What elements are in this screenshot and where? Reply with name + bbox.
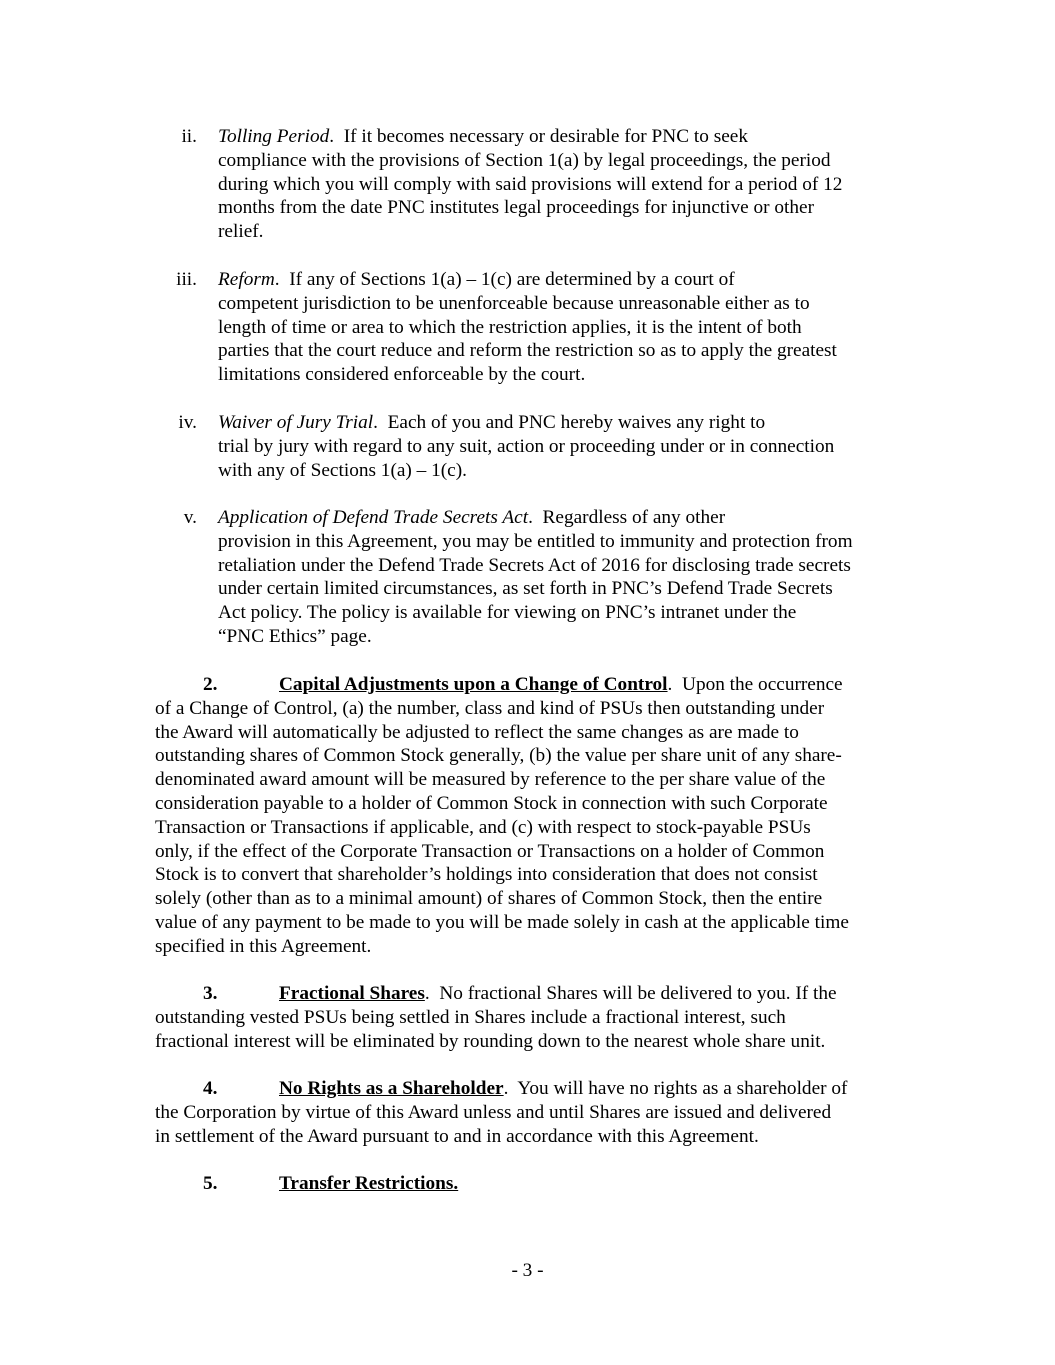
body-line: If it becomes necessary or desirable for PNC to seek [343, 126, 748, 147]
body-line: with any of Sections 1(a) – 1(c). [218, 459, 467, 481]
body-line: “PNC Ethics” page. [218, 625, 372, 647]
section-number: 5. [203, 1173, 218, 1194]
body-line: provision in this Agreement, you may be entitled to immunity and protection from [218, 530, 853, 552]
body-line: outstanding shares of Common Stock generally, (b) the value per share unit of any share- [155, 745, 842, 767]
body-line: Transaction or Transactions if applicable, and (c) with respect to stock-payable PSUs [155, 816, 811, 838]
subsection-title: Tolling Period [218, 126, 330, 147]
subsection-waiver-of-jury-trial: iv. Waiver of Jury Trial. Each of you and PNC hereby waives any right to trial by jury with regard to any suit, action or proceeding under or in connection with any of Sections 1(a) – 1(c). [218, 411, 918, 482]
section-heading: Fractional Shares [279, 983, 425, 1004]
section-number: 4. [203, 1078, 218, 1099]
body-line: length of time or area to which the restriction applies, it is the intent of both [218, 316, 802, 338]
subsection-defend-trade-secrets-act: v. Application of Defend Trade Secrets Act. Regardless of any other provision in this Agreement, you may be entitled to immunity and protection from retaliation under the Defend Trade Secrets Act of 2016 for disclosing trade secrets under certain limited circumstances, as set forth in PNC’s Defend Trade Secrets Act policy. The policy is available for viewing on PNC’s intranet under the “PNC Ethics” page. [218, 506, 918, 649]
body-line: under certain limited circumstances, as set forth in PNC’s Defend Trade Secrets [218, 578, 833, 600]
body-line: relief. [218, 221, 264, 243]
subsection-title: Application of Defend Trade Secrets Act [218, 507, 529, 528]
body-line: months from the date PNC institutes legal proceedings for injunctive or other [218, 197, 814, 219]
section-heading: Transfer Restrictions. [279, 1173, 459, 1194]
body-line: Each of you and PNC hereby waives any right to [387, 412, 766, 433]
body-line: fractional interest will be eliminated by rounding down to the nearest whole share unit. [155, 1030, 826, 1052]
section-no-rights-as-shareholder: 4. No Rights as a Shareholder. You will have no rights as a shareholder of the Corporation by virtue of this Award unless and until Shares are issued and delivered in settlement of the Award pursuant to and in accordance with this Agreement. [155, 1077, 915, 1148]
body-line: denominated award amount will be measured by reference to the per share value of the [155, 769, 826, 791]
body-line: Act policy. The policy is available for viewing on PNC’s intranet under the [218, 602, 797, 624]
section-fractional-shares: 3. Fractional Shares. No fractional Shares will be delivered to you. If the outstanding vested PSUs being settled in Shares include a fractional interest, such fractional interest will be eliminated by rounding down to the nearest whole share unit. [155, 982, 915, 1053]
subsection-numeral: v. [183, 507, 197, 528]
body-line: consideration payable to a holder of Common Stock in connection with such Corporate [155, 792, 828, 814]
body-line: compliance with the provisions of Section 1(a) by legal proceedings, the period [218, 149, 831, 171]
body-line: the Corporation by virtue of this Award unless and until Shares are issued and delivered [155, 1101, 832, 1123]
body-line: value of any payment to be made to you will be made solely in cash at the applicable time [155, 911, 849, 933]
body-line: trial by jury with regard to any suit, action or proceeding under or in connection [218, 435, 835, 457]
body-line: outstanding vested PSUs being settled in Shares include a fractional interest, such [155, 1006, 786, 1028]
body-line: only, if the effect of the Corporate Transaction or Transactions on a holder of Common [155, 840, 825, 862]
body-line: of a Change of Control, (a) the number, class and kind of PSUs then outstanding under [155, 697, 825, 719]
body-line: parties that the court reduce and reform the restriction so as to apply the greatest [218, 340, 837, 362]
body-line: You will have no rights as a shareholder of [517, 1078, 848, 1099]
body-line: solely (other than as to a minimal amount) of shares of Common Stock, then the entire [155, 888, 823, 910]
subsection-numeral: iv. [178, 412, 197, 433]
body-line: the Award will automatically be adjusted to reflect the same changes as are made to [155, 721, 799, 743]
section-number: 3. [203, 983, 218, 1004]
subsection-title: Reform [218, 269, 275, 290]
page-number: - 3 - [511, 1260, 544, 1281]
subsection-reform: iii. Reform. If any of Sections 1(a) – 1(c) are determined by a court of competent jurisdiction to be unenforceable because unreasonable either as to length of time or area to which the restriction applies, it is the intent of both parties that the court reduce and reform the restriction so as to apply the greatest limitations considered enforceable by the court. [218, 268, 918, 387]
body-line: Stock is to convert that shareholder’s holdings into consideration that does not consist [155, 864, 818, 886]
section-heading: No Rights as a Shareholder [279, 1078, 504, 1099]
section-heading: Capital Adjustments upon a Change of Control [279, 674, 668, 695]
section-number: 2. [203, 674, 218, 695]
subsection-tolling-period: ii. Tolling Period. If it becomes necessary or desirable for PNC to seek compliance with the provisions of Section 1(a) by legal proceedings, the period during which you will comply with said provisions will extend for a period of 12 months from the date PNC institutes legal proceedings for injunctive or other relief. [218, 125, 918, 244]
body-line: No fractional Shares will be delivered to you. If the [439, 983, 837, 1004]
body-line: specified in this Agreement. [155, 935, 372, 957]
section-capital-adjustments: 2. Capital Adjustments upon a Change of Control. Upon the occurrence of a Change of Control, (a) the number, class and kind of PSUs then outstanding under the Award will automatically be adjusted to reflect the same changes as are made to outstanding shares of Common Stock generally, (b) the value per share unit of any share- denominated award amount will be measured by reference to the per share value of the consideration payable to a holder of Common Stock in connection with such Corporate Transaction or Transactions if applicable, and (c) with respect to stock-payable PSUs only, if the effect of the Corporate Transaction or Transactions on a holder of Common Stock is to convert that shareholder’s holdings into consideration that does not consist solely (other than as to a minimal amount) of shares of Common Stock, then the entire value of any payment to be made to you will be made solely in cash at the applicable time specified in this Agreement. [155, 673, 915, 959]
section-transfer-restrictions [155, 1172, 915, 1196]
subsection-title: Waiver of Jury Trial [218, 412, 374, 433]
body-line: If any of Sections 1(a) – 1(c) are determined by a court of [289, 269, 735, 290]
body-line: Upon the occurrence [682, 674, 843, 695]
body-line: during which you will comply with said provisions will extend for a period of 12 [218, 173, 843, 195]
subsection-numeral: ii. [181, 126, 197, 147]
body-line: competent jurisdiction to be unenforceable because unreasonable either as to [218, 292, 810, 314]
body-line: in settlement of the Award pursuant to and in accordance with this Agreement. [155, 1125, 759, 1147]
body-line: limitations considered enforceable by the court. [218, 364, 586, 386]
subsection-numeral: iii. [176, 269, 197, 290]
body-line: Regardless of any other [542, 507, 726, 528]
body-line: retaliation under the Defend Trade Secrets Act of 2016 for disclosing trade secrets [218, 554, 851, 576]
